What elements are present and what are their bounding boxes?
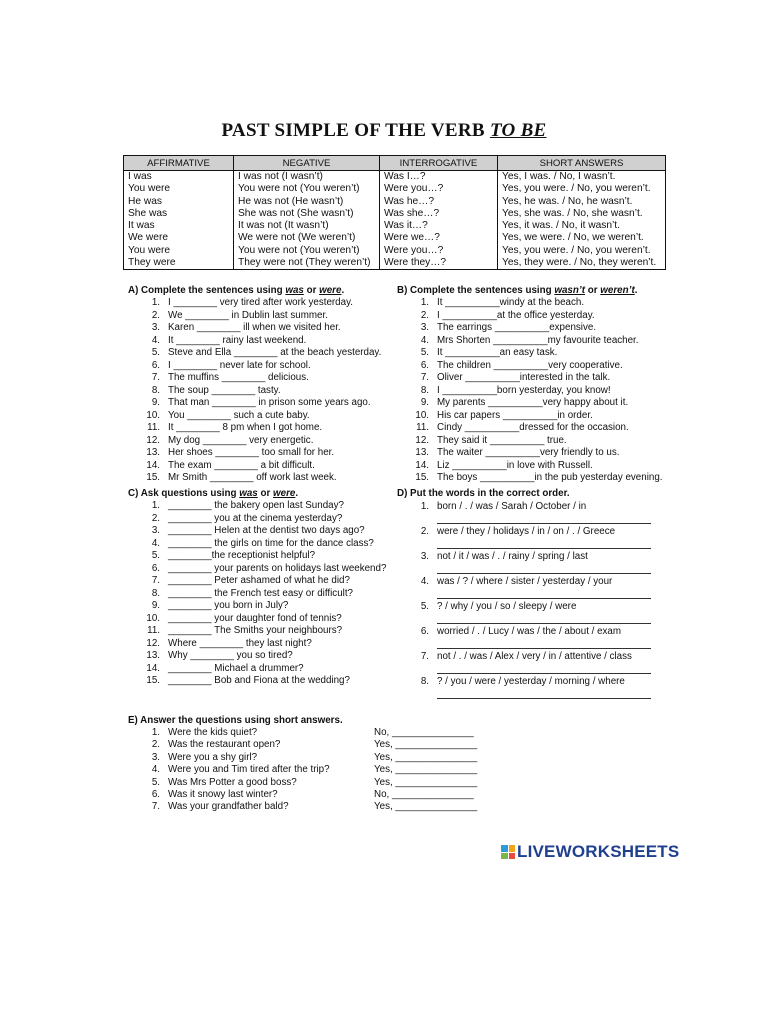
item-text: ________ the bakery open last Sunday? — [168, 500, 344, 511]
list-item — [397, 435, 667, 448]
item-text: ________ Bob and Fiona at the wedding? — [168, 675, 350, 686]
answer-line[interactable] — [437, 663, 651, 674]
item-number: 9. — [151, 397, 160, 408]
item-text: I ________ very tired after work yesterday. — [168, 297, 353, 308]
list-item — [128, 563, 388, 576]
table-cell: Was she…? — [380, 208, 498, 220]
table-cell: Was it…? — [380, 220, 498, 232]
item-number: 8. — [420, 384, 429, 396]
item-text: ? / why / you / so / sleepy / were — [437, 601, 577, 612]
list-item — [128, 435, 388, 448]
item-text: It ________ 8 pm when I got home. — [168, 422, 323, 433]
list-item — [128, 789, 508, 801]
section-b-title-end: . — [634, 285, 638, 296]
answer-line[interactable] — [437, 688, 651, 699]
table-cell: Yes, we were. / No, we weren’t. — [498, 232, 666, 244]
item-number: 14. — [146, 662, 160, 674]
table-cell: You were not (You weren’t) — [234, 245, 380, 257]
item-number: 10. — [146, 612, 160, 624]
item-number: 6. — [420, 359, 429, 371]
item-text: Oliver __________interested in the talk. — [437, 372, 611, 383]
item-number: 7. — [151, 372, 160, 383]
item-row — [397, 675, 667, 688]
item-text: ? / you / were / yesterday / morning / where — [437, 676, 625, 687]
item-number: 6. — [151, 788, 160, 800]
list-item — [397, 625, 667, 650]
item-text: Steve and Ella ________ at the beach yesterday. — [168, 347, 382, 358]
item-number: 13. — [415, 447, 429, 458]
table-cell: It was — [124, 220, 234, 232]
item-text: were / they / holidays / in / on / . / Greece — [437, 526, 616, 537]
item-number: 5. — [420, 347, 429, 358]
table-row — [124, 232, 666, 244]
logo-square-3 — [501, 853, 508, 860]
section-a-title-text: A) Complete the sentences using — [128, 285, 286, 296]
item-text: ________ you born in July? — [168, 600, 289, 611]
list-item — [128, 550, 388, 563]
short-answer: No, _______________ — [374, 727, 474, 738]
item-text: Mrs Shorten __________my favourite teacher. — [437, 334, 639, 346]
list-item — [128, 613, 388, 626]
table-cell: Was he…? — [380, 196, 498, 208]
item-number: 2. — [420, 526, 429, 537]
item-text: ________ your daughter fond of tennis? — [168, 612, 342, 624]
short-answer: Yes, _______________ — [374, 751, 478, 763]
table-cell: We were — [124, 232, 234, 244]
item-number: 3. — [420, 322, 429, 333]
item-number: 9. — [151, 600, 160, 611]
item-number: 8. — [151, 587, 160, 599]
question-text: Was it snowy last winter? — [168, 788, 278, 800]
item-row — [397, 500, 667, 513]
list-item — [397, 335, 667, 348]
item-number: 7. — [420, 372, 429, 383]
item-number: 1. — [151, 727, 160, 738]
item-text: Why ________ you so tired? — [168, 650, 293, 661]
item-text: not / it / was / . / rainy / spring / last — [437, 551, 588, 562]
item-number: 4. — [151, 537, 160, 549]
item-number: 4. — [420, 334, 429, 346]
table-cell: Were we…? — [380, 232, 498, 244]
section-b-word-2: weren’t — [600, 285, 635, 296]
section-b-word-1: wasn’t — [554, 285, 585, 296]
section-c-title-end: . — [295, 488, 299, 499]
list-item — [128, 777, 508, 789]
table-cell: He was not (He wasn’t) — [234, 196, 380, 208]
item-number: 5. — [420, 601, 429, 612]
list-item — [128, 600, 388, 613]
list-item — [397, 372, 667, 385]
item-text: It __________windy at the beach. — [437, 297, 585, 308]
list-item — [128, 410, 388, 423]
table-cell: Yes, it was. / No, it wasn’t. — [498, 220, 666, 232]
item-number: 1. — [420, 501, 429, 512]
list-item — [128, 500, 388, 513]
item-number: 3. — [151, 525, 160, 536]
item-text: was / ? / where / sister / yesterday / your — [437, 576, 613, 587]
section-a — [128, 284, 388, 485]
page-title — [0, 120, 768, 142]
table-cell: They were — [124, 257, 234, 270]
table-row — [124, 183, 666, 195]
table-cell: You were — [124, 183, 234, 195]
question-text: Was your grandfather bald? — [168, 801, 289, 813]
table-row — [124, 171, 666, 184]
item-text: born / . / was / Sarah / October / in — [437, 501, 587, 512]
section-c — [128, 487, 388, 688]
item-text: My parents __________very happy about it. — [437, 397, 629, 408]
list-item — [128, 460, 388, 473]
item-text: ________ your parents on holidays last weekend? — [168, 562, 387, 574]
table-row — [124, 245, 666, 257]
table-cell: Was I…? — [380, 171, 498, 184]
item-text: ________ The Smiths your neighbours? — [168, 625, 343, 636]
list-item — [128, 472, 388, 485]
item-number: 2. — [151, 309, 160, 321]
section-b-list — [397, 297, 667, 485]
liveworksheets-logo — [501, 842, 679, 862]
logo-square-4 — [509, 853, 516, 860]
list-item — [128, 638, 388, 651]
section-c-list — [128, 500, 388, 688]
conjugation-table — [123, 155, 666, 270]
item-number: 7. — [151, 801, 160, 813]
header-interrogative: INTERROGATIVE — [380, 156, 498, 171]
question-text: Were you and Tim tired after the trip? — [168, 764, 330, 776]
short-answer: Yes, _______________ — [374, 776, 478, 788]
list-item — [128, 347, 388, 360]
short-answer: Yes, _______________ — [374, 764, 478, 776]
item-number: 12. — [146, 434, 160, 446]
section-c-word-2: were — [273, 488, 296, 499]
item-text: That man ________ in prison some years ago. — [168, 397, 371, 408]
item-text: ________ Peter ashamed of what he did? — [168, 575, 350, 586]
item-row — [397, 650, 667, 663]
item-number: 15. — [146, 675, 160, 686]
section-b-title-text: B) Complete the sentences using — [397, 285, 555, 296]
item-number: 11. — [147, 625, 160, 636]
table-cell: Yes, you were. / No, you weren’t. — [498, 183, 666, 195]
list-item — [128, 335, 388, 348]
section-c-word-1: was — [239, 488, 258, 499]
answer-line[interactable] — [437, 638, 651, 649]
item-text: My dog ________ very energetic. — [168, 434, 314, 446]
item-text: ________ Michael a drummer? — [168, 662, 304, 674]
list-item — [397, 675, 667, 700]
table-cell: You were not (You weren’t) — [234, 183, 380, 195]
item-text: The earrings __________expensive. — [437, 322, 597, 333]
item-row — [397, 600, 667, 613]
item-text: The boys __________in the pub yesterday evening. — [437, 472, 663, 483]
list-item — [128, 360, 388, 373]
item-number: 6. — [151, 562, 160, 574]
list-item — [397, 310, 667, 323]
table-cell: They were not (They weren’t) — [234, 257, 380, 270]
item-text: I __________born yesterday, you know! — [437, 384, 611, 396]
answer-line[interactable] — [437, 613, 651, 624]
list-item — [128, 422, 388, 435]
table-cell: He was — [124, 196, 234, 208]
list-item — [397, 297, 667, 310]
item-number: 8. — [151, 384, 160, 396]
list-item — [397, 410, 667, 423]
item-text: The exam ________ a bit difficult. — [168, 459, 315, 471]
table-cell: Were you…? — [380, 183, 498, 195]
item-number: 7. — [151, 575, 160, 586]
item-number: 7. — [420, 651, 429, 662]
list-item — [128, 513, 388, 526]
item-text: ________the receptionist helpful? — [168, 550, 316, 561]
header-affirmative: AFFIRMATIVE — [124, 156, 234, 171]
list-item — [128, 650, 388, 663]
item-row — [397, 575, 667, 588]
item-text: ________ the girls on time for the dance class? — [168, 537, 374, 549]
list-item — [128, 310, 388, 323]
section-c-title — [128, 487, 388, 500]
item-number: 11. — [416, 422, 429, 433]
item-text: It __________an easy task. — [437, 347, 558, 358]
table-row — [124, 196, 666, 208]
list-item — [397, 600, 667, 625]
list-item — [397, 397, 667, 410]
item-number: 11. — [147, 422, 160, 433]
list-item — [128, 525, 388, 538]
answer-line[interactable] — [437, 513, 651, 524]
logo-text: LIVEWORKSHEETS — [517, 842, 680, 861]
item-number: 12. — [146, 637, 160, 649]
table-cell: Yes, you were. / No, you weren’t. — [498, 245, 666, 257]
item-text: Karen ________ ill when we visited her. — [168, 322, 341, 333]
table-cell: Yes, I was. / No, I wasn’t. — [498, 171, 666, 184]
table-cell: Were you…? — [380, 245, 498, 257]
section-c-title-text: C) Ask questions using — [128, 488, 240, 499]
table-cell: I was not (I wasn’t) — [234, 171, 380, 184]
table-body — [124, 171, 666, 270]
section-e-title: E) Answer the questions using short answers. — [128, 715, 343, 726]
item-number: 9. — [420, 397, 429, 408]
header-negative: NEGATIVE — [234, 156, 380, 171]
item-number: 4. — [420, 576, 429, 587]
list-item — [397, 525, 667, 550]
item-row — [397, 550, 667, 563]
item-text: It ________ rainy last weekend. — [168, 334, 307, 346]
item-text: ________ the French test easy or difficult? — [168, 587, 353, 599]
table-row — [124, 257, 666, 270]
list-item — [397, 447, 667, 460]
item-text: Her shoes ________ too small for her. — [168, 447, 335, 458]
item-row — [397, 525, 667, 538]
item-number: 1. — [151, 500, 160, 511]
item-text: The waiter __________very friendly to us. — [437, 447, 620, 458]
item-number: 1. — [420, 297, 429, 308]
item-text: His car papers __________in order. — [437, 409, 593, 421]
answer-line[interactable] — [437, 588, 651, 599]
logo-square-1 — [501, 845, 508, 852]
section-e — [128, 714, 508, 814]
list-item — [128, 801, 508, 813]
list-item — [128, 447, 388, 460]
section-a-word-1: was — [285, 285, 304, 296]
item-text: The children __________very cooperative. — [437, 359, 623, 371]
table-header-row — [124, 156, 666, 171]
item-text: Liz __________in love with Russell. — [437, 459, 593, 471]
title-emphasis: TO BE — [489, 120, 547, 141]
list-item — [397, 322, 667, 335]
section-b-title-mid: or — [585, 285, 601, 296]
list-item — [128, 588, 388, 601]
item-number: 3. — [420, 551, 429, 562]
item-text: worried / . / Lucy / was / the / about / exam — [437, 626, 622, 637]
list-item — [128, 297, 388, 310]
section-b-title — [397, 284, 667, 297]
question-text: Were you a shy girl? — [168, 751, 258, 763]
list-item — [397, 472, 667, 485]
short-answer: No, _______________ — [374, 788, 474, 800]
item-number: 5. — [151, 347, 160, 358]
section-a-title-mid: or — [303, 285, 320, 296]
table-cell: Yes, they were. / No, they weren’t. — [498, 257, 666, 270]
item-text: You ________ such a cute baby. — [168, 409, 310, 421]
list-item — [128, 675, 388, 688]
list-item — [397, 460, 667, 473]
item-text: Where ________ they last night? — [168, 637, 312, 649]
question-text: Were the kids quiet? — [168, 727, 258, 738]
table-cell: Yes, she was. / No, she wasn’t. — [498, 208, 666, 220]
item-number: 6. — [420, 626, 429, 637]
list-item — [128, 397, 388, 410]
list-item — [128, 322, 388, 335]
item-text: Cindy __________dressed for the occasion. — [437, 422, 629, 433]
list-item — [397, 422, 667, 435]
short-answer: Yes, _______________ — [374, 739, 478, 751]
table-cell: You were — [124, 245, 234, 257]
item-text: The muffins ________ delicious. — [168, 372, 309, 383]
item-number: 10. — [415, 409, 429, 421]
item-row — [397, 625, 667, 638]
table-cell: It was not (It wasn’t) — [234, 220, 380, 232]
item-text: Mr Smith ________ off work last week. — [168, 472, 337, 483]
title-main: PAST SIMPLE OF THE VERB — [221, 120, 490, 141]
liveworksheets-logo-icon — [501, 845, 515, 859]
item-number: 5. — [151, 776, 160, 788]
table-cell: We were not (We weren’t) — [234, 232, 380, 244]
list-item — [128, 739, 508, 751]
table-cell: I was — [124, 171, 234, 184]
table-cell: She was — [124, 208, 234, 220]
item-text: I __________at the office yesterday. — [437, 309, 595, 321]
section-c-title-mid: or — [257, 488, 274, 499]
list-item — [128, 752, 508, 764]
item-number: 2. — [151, 739, 160, 751]
list-item — [128, 727, 508, 739]
short-answer: Yes, _______________ — [374, 801, 478, 813]
section-a-word-2: were — [319, 285, 342, 296]
section-a-title — [128, 284, 388, 297]
item-number: 4. — [151, 764, 160, 776]
item-number: 5. — [151, 550, 160, 561]
table-row — [124, 220, 666, 232]
item-number: 2. — [420, 309, 429, 321]
item-text: ________ Helen at the dentist two days ago? — [168, 525, 365, 536]
table-cell: Yes, he was. / No, he wasn’t. — [498, 196, 666, 208]
question-text: Was Mrs Potter a good boss? — [168, 776, 297, 788]
logo-square-2 — [509, 845, 516, 852]
item-number: 3. — [151, 322, 160, 333]
item-text: not / . / was / Alex / very / in / attentive / class — [437, 651, 632, 662]
section-d — [397, 487, 667, 700]
item-number: 15. — [415, 472, 429, 483]
item-number: 14. — [415, 459, 429, 471]
table-row — [124, 208, 666, 220]
item-number: 10. — [146, 409, 160, 421]
list-item — [128, 538, 388, 551]
answer-line[interactable] — [437, 538, 651, 549]
section-e-list — [128, 727, 508, 814]
list-item — [397, 550, 667, 575]
item-text: We ________ in Dublin last summer. — [168, 309, 328, 321]
section-a-title-end: . — [341, 285, 345, 296]
item-number: 12. — [415, 434, 429, 446]
item-number: 13. — [146, 447, 160, 458]
item-number: 15. — [146, 472, 160, 483]
item-text: The soup ________ tasty. — [168, 384, 281, 396]
list-item — [128, 372, 388, 385]
section-a-list — [128, 297, 388, 485]
section-b — [397, 284, 667, 485]
table-cell: She was not (She wasn’t) — [234, 208, 380, 220]
list-item — [397, 500, 667, 525]
list-item — [397, 360, 667, 373]
header-short-answers: SHORT ANSWERS — [498, 156, 666, 171]
list-item — [397, 575, 667, 600]
question-text: Was the restaurant open? — [168, 739, 281, 751]
list-item — [128, 663, 388, 676]
item-number: 13. — [146, 650, 160, 661]
item-number: 4. — [151, 334, 160, 346]
section-d-list — [397, 500, 667, 700]
item-number: 8. — [420, 676, 429, 687]
item-number: 6. — [151, 359, 160, 371]
item-number: 14. — [146, 459, 160, 471]
item-number: 1. — [151, 297, 160, 308]
item-number: 2. — [151, 512, 160, 524]
item-number: 3. — [151, 751, 160, 763]
list-item — [128, 575, 388, 588]
item-text: They said it __________ true. — [437, 434, 567, 446]
item-text: ________ you at the cinema yesterday? — [168, 512, 343, 524]
list-item — [397, 650, 667, 675]
section-d-title: D) Put the words in the correct order. — [397, 488, 570, 499]
table-cell: Were they…? — [380, 257, 498, 270]
answer-line[interactable] — [437, 563, 651, 574]
list-item — [128, 625, 388, 638]
list-item — [128, 764, 508, 776]
list-item — [397, 347, 667, 360]
item-text: I ________ never late for school. — [168, 359, 311, 371]
list-item — [397, 385, 667, 398]
list-item — [128, 385, 388, 398]
